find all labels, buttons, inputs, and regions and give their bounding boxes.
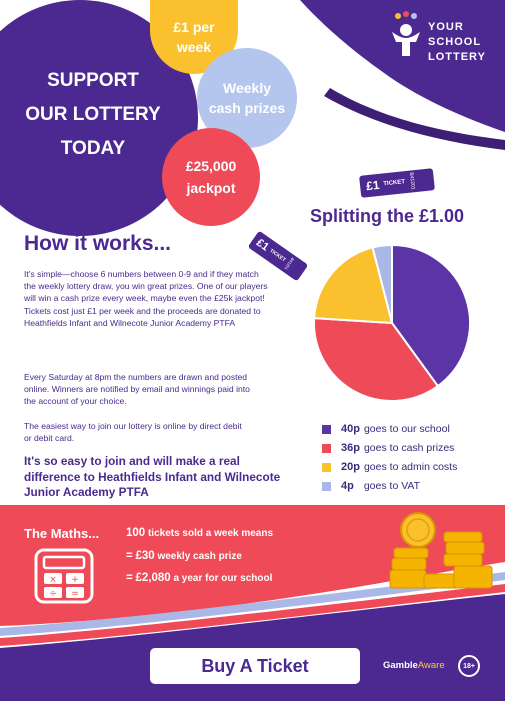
- maths-line1-text: tickets sold a week means: [147, 528, 274, 539]
- maths-line-1: [126, 527, 273, 539]
- maths-line3-value: £2,080: [135, 572, 171, 584]
- bubble-jackpot-line2: jackpot: [186, 180, 236, 196]
- legend-swatch-vat: [322, 482, 331, 491]
- maths-line1-prefix: 100: [126, 527, 146, 539]
- buy-ticket-button[interactable]: [150, 648, 360, 684]
- split-pie-chart: [307, 238, 477, 408]
- how-title: How it works...: [24, 232, 172, 255]
- bubble-jackpot-line1: £25,000: [185, 158, 237, 174]
- how-paragraph-3: The easiest way to join our lottery is online by direct debit or debit card.: [24, 421, 242, 444]
- maths-line2-text: weekly cash prize: [157, 551, 242, 562]
- how-callout: It's so easy to join and will make a real difference to Heathfields Infant and Wilnecote Junior Academy PTFA: [24, 454, 281, 499]
- maths-line3-text: a year for our school: [173, 573, 273, 584]
- maths-title: The Maths...: [24, 526, 100, 541]
- gamble-word: Gamble: [383, 660, 418, 671]
- ticket-left-serial: B41201: [283, 256, 296, 272]
- ticket-price: £1: [365, 177, 381, 194]
- age-18-badge: [458, 655, 480, 677]
- legend-swatch-prizes: [322, 444, 331, 453]
- gold-coins-icon: [380, 510, 500, 592]
- bubble-price-line1: £1 per: [173, 19, 215, 35]
- legend-item-prizes: [322, 442, 454, 454]
- ticket-left-word: TICKET: [268, 247, 287, 264]
- logo-line-1: YOUR: [428, 21, 464, 33]
- hero-headline: [8, 64, 178, 166]
- bubble-weekly-line2: cash prizes: [208, 100, 286, 116]
- legend-item-school: [322, 423, 450, 435]
- gambleaware-logo: [383, 660, 445, 671]
- age-badge-text: 18+: [463, 662, 475, 670]
- maths-line-3: [126, 572, 272, 584]
- maths-line3-eq: =: [126, 572, 133, 584]
- legend-label-admin: goes to admin costs: [363, 461, 458, 473]
- ticket-word: TICKET: [383, 179, 406, 188]
- maths-line-2: [126, 550, 242, 562]
- svg-text:=: =: [71, 589, 79, 599]
- maths-line2-value: £30: [135, 550, 155, 562]
- legend-value-vat: 4p: [341, 480, 354, 492]
- buy-ticket-label: Buy A Ticket: [201, 655, 309, 676]
- legend-label-vat: goes to VAT: [363, 480, 421, 492]
- legend-item-vat: [322, 480, 420, 492]
- legend-swatch-admin: [322, 463, 331, 472]
- logo-line-2: SCHOOL: [428, 36, 482, 48]
- legend-value-admin: 20p: [341, 461, 360, 473]
- ticket-serial: B41201: [408, 172, 416, 191]
- legend-value-school: 40p: [341, 423, 360, 435]
- legend-swatch-school: [322, 425, 331, 434]
- logo-text: [428, 20, 486, 65]
- calculator-icon: [32, 548, 96, 604]
- lottery-logo-icon: [386, 10, 426, 62]
- headline-line-2: OUR LOTTERY: [25, 104, 161, 125]
- logo-line-3: LOTTERY: [428, 51, 486, 63]
- bubble-jackpot: [162, 128, 260, 226]
- legend-label-prizes: goes to cash prizes: [363, 442, 455, 454]
- ticket-left-price: £1: [254, 236, 271, 254]
- how-paragraph-2: Every Saturday at 8pm the numbers are drawn and posted online. Winners are notified by email and winnings paid into the account of your choice.: [24, 372, 250, 407]
- svg-text:÷: ÷: [49, 589, 57, 599]
- svg-text:+: +: [71, 575, 79, 585]
- headline-line-3: TODAY: [60, 138, 126, 159]
- split-title: Splitting the £1.00: [310, 206, 465, 226]
- maths-line2-eq: =: [126, 550, 133, 562]
- aware-word: Aware: [417, 660, 445, 671]
- legend-label-school: goes to our school: [363, 423, 450, 435]
- bubble-price-line2: week: [176, 39, 212, 55]
- how-paragraph-1: It's simple—choose 6 numbers between 0-9 and if they match the weekly lottery draw, you win great prizes. One of our players will win a cash prize every week, maybe even the £25k jackpot! Tickets cost just £1 per week and the proceeds are donated to Heathfields Infant and Wilnecote Junior Academy PTFA: [24, 269, 268, 328]
- legend-item-admin: [322, 461, 457, 473]
- headline-line-1: SUPPORT: [47, 70, 139, 91]
- bubble-weekly-line1: Weekly: [223, 80, 271, 96]
- legend-value-prizes: 36p: [341, 442, 360, 454]
- svg-text:×: ×: [49, 575, 57, 585]
